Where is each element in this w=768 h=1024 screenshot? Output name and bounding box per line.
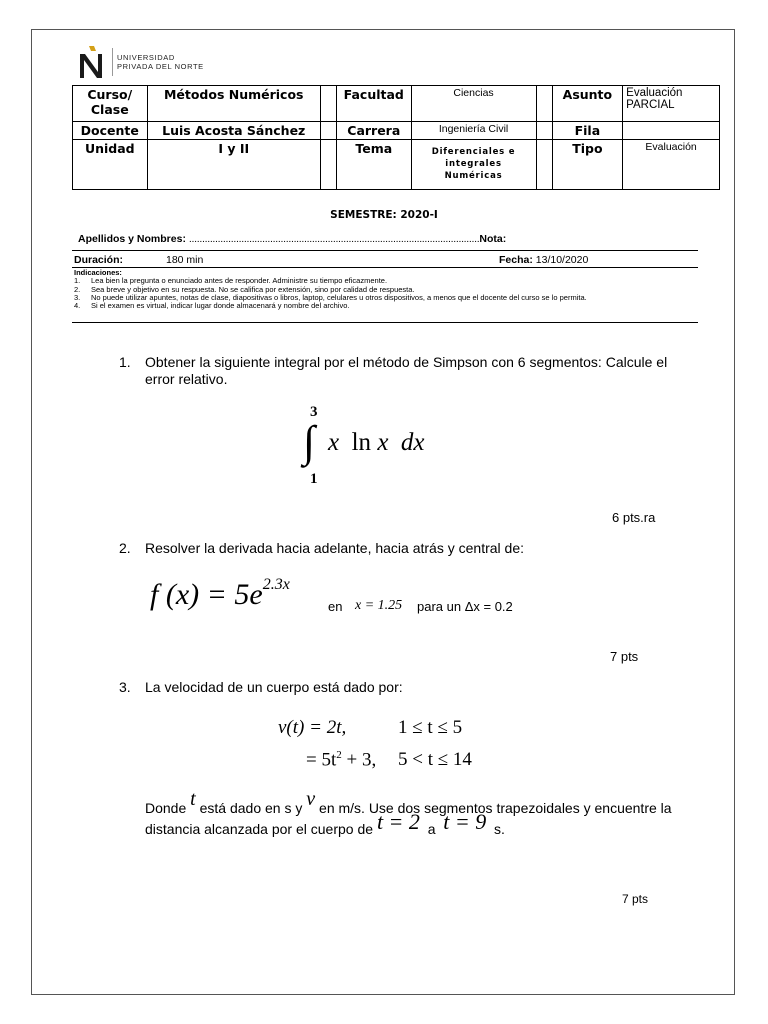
question-3 [119, 679, 403, 696]
integral-upper-limit: 3 [310, 404, 318, 420]
duracion-value: 180 min [166, 254, 204, 266]
tema-label: Tema [337, 140, 412, 190]
exam-info-table [72, 85, 720, 190]
carrera-label: Carrera [337, 122, 412, 140]
spacer-cell [536, 140, 552, 190]
en-label: en [328, 599, 343, 614]
facultad-label: Facultad [337, 86, 412, 122]
delta-x: para un Δx = 0.2 [417, 599, 513, 614]
indicacion-item: 4. Si el examen es virtual, indicar lugar donde almacenará y nombre del archivo. [74, 301, 350, 311]
indicaciones [74, 269, 714, 310]
curso-value: Métodos Numéricos [147, 86, 320, 122]
eq1-condition: 1 ≤ t ≤ 5 [398, 717, 463, 738]
logo-separator [112, 48, 113, 76]
spacer-cell [320, 122, 336, 140]
spacer-cell [320, 86, 336, 122]
tipo-value: Evaluación [623, 140, 720, 190]
fecha-label: Fecha: [499, 254, 533, 266]
eq2-lhs: = 5t [306, 749, 337, 771]
facultad-value: Ciencias [411, 86, 536, 122]
function-exponent: 2.3x [262, 576, 290, 593]
v-symbol: v [306, 788, 316, 810]
duracion-label: Duración: [74, 254, 124, 266]
question-3-body-line1: Donde t está dado en s y v en m/s. Use dos segmentos trapezoidales y encuentre la [145, 788, 672, 816]
divider [72, 322, 698, 323]
question-1 [119, 354, 699, 371]
t-start: t = 2 [376, 809, 420, 834]
velocity-eq-2 [306, 749, 376, 771]
carrera-value: Ingeniería Civil [411, 122, 536, 140]
asunto-value: Evaluación PARCIAL [623, 86, 720, 122]
docente-label: Docente [73, 122, 148, 140]
fecha [499, 254, 588, 266]
divider [72, 267, 698, 268]
eq1-lhs: v(t) = 2t, [278, 717, 347, 738]
eq2-condition: 5 < t ≤ 14 [398, 749, 472, 770]
t-symbol: t [190, 788, 196, 810]
unidad-label: Unidad [73, 140, 148, 190]
fila-value [623, 122, 720, 140]
question-2-text: Resolver la derivada hacia adelante, hacia atrás y central de: [145, 540, 524, 556]
function-expression [150, 578, 290, 612]
logo-line1: UNIVERSIDAD [117, 53, 175, 62]
x-value: x = 1.25 [355, 598, 403, 613]
divider [72, 250, 698, 251]
tipo-label: Tipo [552, 140, 623, 190]
integral-lower-limit: 1 [310, 471, 318, 487]
question-3-text: La velocidad de un cuerpo está dado por: [145, 679, 403, 695]
eq2-exponent: 2 [336, 749, 342, 761]
indicacion-item: 1. Lea bien la pregunta o enunciado antes de responder. Administre su tiempo eficazmente. [74, 276, 388, 286]
t-end: t = 9 [443, 809, 487, 834]
fecha-value: 13/10/2020 [535, 254, 589, 266]
function-lhs: f (x) = 5e [150, 578, 263, 611]
question-3-points: 7 pts [622, 892, 649, 906]
nota-label: Nota: [479, 233, 507, 245]
curso-label: Curso/ Clase [73, 86, 148, 122]
question-3-number: 3. [119, 679, 131, 695]
university-logo [78, 44, 204, 80]
question-1-line2: error relativo. [145, 371, 228, 387]
spacer-cell [320, 140, 336, 190]
question-3-body-line2: distancia alcanzada por el cuerpo de t = 2 a t = 9 s. [145, 809, 505, 837]
indicaciones-title: Indicaciones: [74, 268, 122, 277]
tema-value: Diferenciales e integrales Numéricas [411, 140, 536, 190]
upn-n-logo-icon [78, 44, 106, 80]
apellidos-label: Apellidos y Nombres: [78, 233, 186, 245]
spacer-cell [536, 86, 552, 122]
velocity-eq-1 [278, 717, 346, 739]
apellidos-line [78, 233, 506, 245]
question-2 [119, 540, 524, 557]
logo-text [117, 53, 204, 71]
asunto-label: Asunto [552, 86, 623, 122]
spacer-cell [536, 122, 552, 140]
unidad-value: I y II [147, 140, 320, 190]
integrand: x ln x dx [328, 429, 425, 456]
integral-sign-icon: ∫ [303, 417, 316, 466]
indicacion-item: 2. Sea breve y objetivo en su respuesta. No se califica por extensión, sino por calidad de respuesta. [74, 284, 415, 294]
integral-expression [300, 404, 460, 488]
docente-value: Luis Acosta Sánchez [147, 122, 320, 140]
question-1-points: 6 pts.ra [612, 510, 656, 525]
indicacion-item: 3. No puede utilizar apuntes, notas de clase, diapositivas o libros, laptop, celulares u otros dispositivos, a menos que el docente del curso se lo permita. [74, 292, 587, 302]
fila-label: Fila [552, 122, 623, 140]
logo-line2: PRIVADA DEL NORTE [117, 62, 204, 71]
apellidos-field[interactable]: ............................................................................................................... [188, 233, 480, 245]
question-2-points: 7 pts [610, 649, 639, 664]
semestre-heading: SEMESTRE: 2020-I [330, 209, 438, 221]
eq2-rest: + 3, [341, 749, 377, 771]
question-1-line1: Obtener la siguiente integral por el método de Simpson con 6 segmentos: Calcule el [145, 354, 668, 370]
question-2-number: 2. [119, 540, 131, 556]
question-1-number: 1. [119, 354, 131, 370]
